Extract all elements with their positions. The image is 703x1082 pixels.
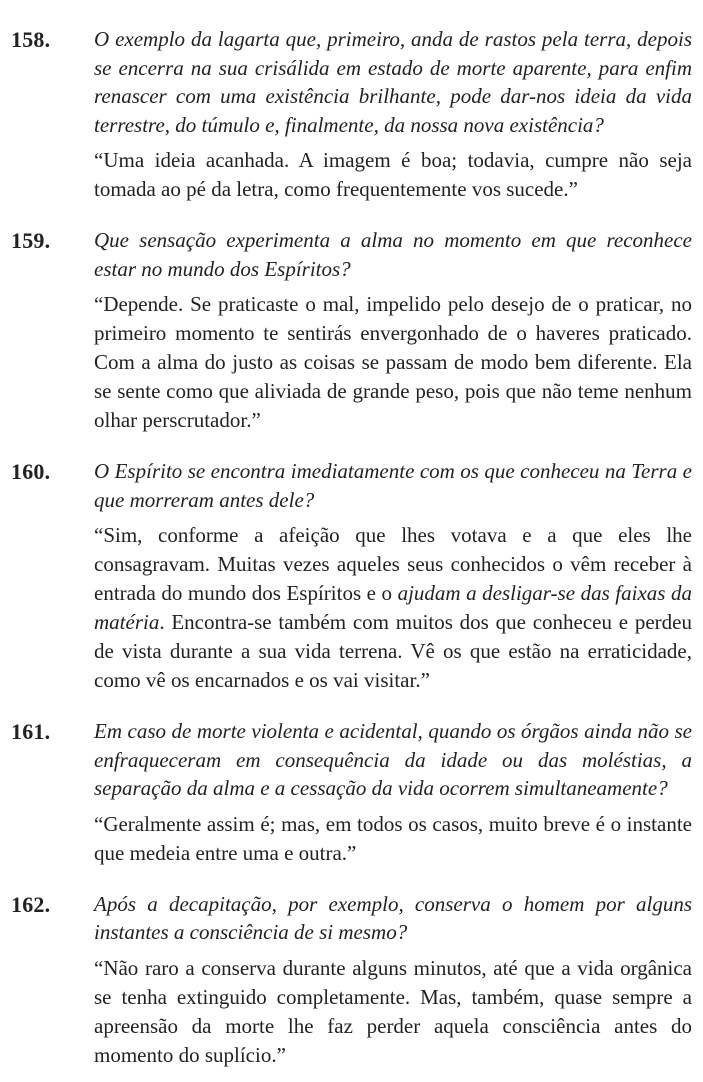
question-number: 161. xyxy=(11,719,51,744)
question-number: 160. xyxy=(11,459,51,484)
question-entry-162 xyxy=(0,890,703,1070)
question-number: 162. xyxy=(11,891,51,917)
answer-text: “Uma ideia acanhada. A imagem é boa; todavia, cumpre não seja tomada ao pé da letra, como frequentemente vos sucede.” xyxy=(94,148,692,201)
question-text: O Espírito se encontra imediatamente com os que conheceu na Terra e que morreram antes dele? xyxy=(94,459,692,512)
answer-text-part: . Encontra-se também com muitos dos que conheceu e perdeu de vista durante a sua vida terrena. Vê os que estão na erraticidade, como vê os encarnados e os vai visitar.” xyxy=(94,610,692,692)
answer-text xyxy=(94,521,692,695)
answer-text-part: “Sim, conforme a afeição que lhes votava e a que eles lhe consagravam. Muitas vezes aqueles seus conhecidos o vêm receber à entrada do mundo dos Espíritos e o xyxy=(94,523,692,605)
answer-text: “Não raro a conserva durante alguns minutos, até que a vida orgânica se tenha extinguido completamente. Mas, também, quase sempre a apreensão da morte lhe faz perder aquela consciência antes do momento do suplício.” xyxy=(94,955,692,1067)
answer-text: “Depende. Se praticaste o mal, impelido pelo desejo de o praticar, no primeiro momento te sentirás envergonhado de o haveres praticado. Com a alma do justo as coisas se passam de modo bem diferente. Ela se sente como que aliviada de grande peso, pois que não teme nenhum olhar perscrutador.” xyxy=(94,292,692,432)
answer-emphasis: ajudam a desligar-se das faixas da matéria xyxy=(94,581,692,634)
question-entry-158 xyxy=(0,25,703,204)
question-text: Após a decapitação, por exemplo, conserva o homem por alguns instantes a consciência de si mesmo? xyxy=(94,891,692,944)
answer-text: “Geralmente assim é; mas, em todos os casos, muito breve é o instante que medeia entre uma e outra.” xyxy=(94,811,692,865)
question-entry-159 xyxy=(0,226,703,435)
question-entry-161 xyxy=(0,717,703,868)
question-number: 158. xyxy=(11,27,51,52)
question-text: Que sensação experimenta a alma no momento em que reconhece estar no mundo dos Espíritos? xyxy=(94,228,692,281)
question-number: 159. xyxy=(11,228,51,253)
question-entry-160 xyxy=(0,457,703,695)
question-text: Em caso de morte violenta e acidental, quando os órgãos ainda não se enfraqueceram em consequência da idade ou das moléstias, a separação da alma e a cessação da vida ocorrem simultaneamente? xyxy=(94,719,692,800)
question-text: O exemplo da lagarta que, primeiro, anda de rastos pela terra, depois se encerra na sua crisálida em estado de morte aparente, para enfim renascer com uma existência brilhante, pode dar-nos ideia da vida terrestre, do túmulo e, finalmente, da nossa nova existência? xyxy=(94,27,692,137)
